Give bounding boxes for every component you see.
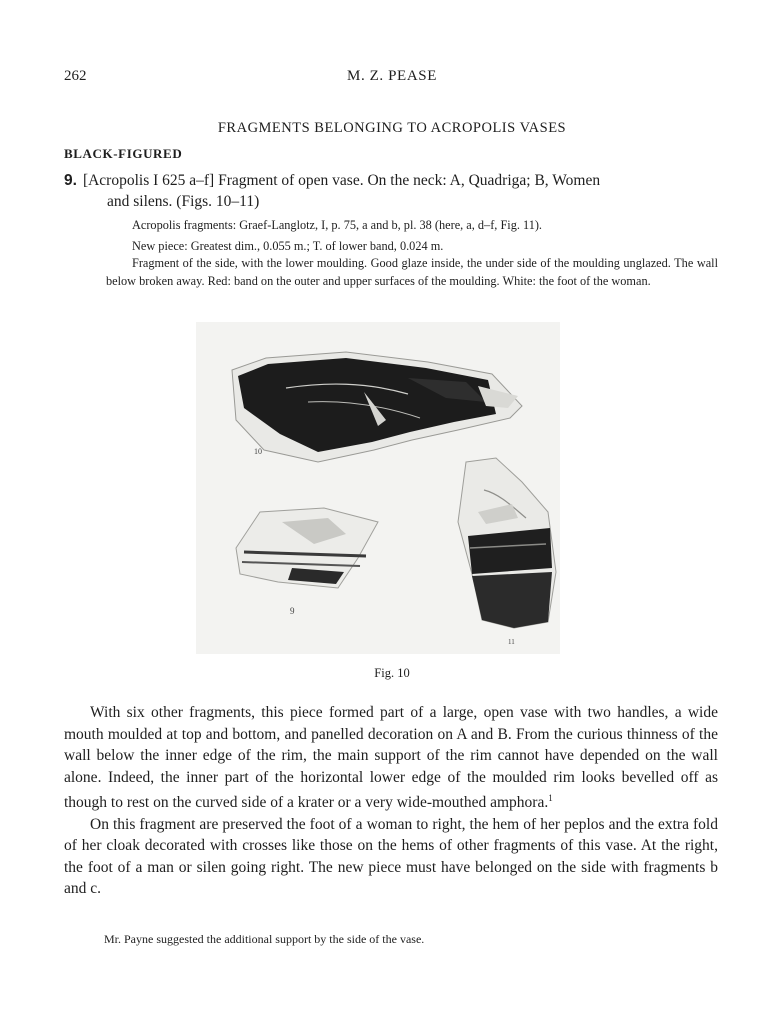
vase-fragments-illustration	[196, 322, 560, 654]
reference-acropolis: Acropolis fragments: Graef-Langlotz, I, p. 75, a and b, pl. 38 (here, a, d–f, Fig. 11).	[132, 218, 543, 232]
figure-label-10: 10	[254, 447, 262, 456]
footnote-marker: 1	[548, 793, 553, 803]
figure-caption: Fig. 10	[374, 666, 410, 680]
reference-new-piece: New piece: Greatest dim., 0.055 m.; T. of lower band, 0.024 m.	[132, 239, 444, 253]
figure-label-11: 11	[508, 638, 515, 646]
fragment-11	[458, 458, 556, 628]
footnote: Mr. Payne suggested the additional support by the side of the vase.	[104, 932, 425, 946]
page-number: 262	[64, 68, 87, 84]
figure-photograph	[196, 322, 560, 654]
fragment-10	[232, 352, 522, 462]
figure-label-9: 9	[290, 606, 295, 616]
paragraph-1	[64, 702, 718, 814]
entry-title-line2: and silens. (Figs. 10–11)	[107, 193, 260, 210]
entry-title-line1: [Acropolis I 625 a–f] Fragment of open vase. On the neck: A, Quadriga; B, Women	[82, 172, 601, 189]
fragment-9	[236, 508, 378, 588]
section-title: FRAGMENTS BELONGING TO ACROPOLIS VASES	[217, 120, 567, 136]
paragraph-1-text: With six other fragments, this piece formed part of a large, open vase with two handles, a wide mouth moulded at top and bottom, and panelled decoration on A and B. From the curious thinness of the wall below the inner edge of the rim, the main support of the rim cannot have depended on the wall alone. Indeed, the inner part of the horizontal lower edge of the moulded rim looks bevelled off as though to rest on the curved side of a krater or a very wide-mouthed amphora.	[64, 704, 718, 812]
catalogue-entry	[64, 170, 724, 212]
paragraph-2: On this fragment are preserved the foot of a woman to right, the hem of her peplos and the extra fold of her cloak decorated with crosses like those on the hems of other fragments of this vase. At the right, the foot of a man or silen going right. The new piece must have belonged on the side with fragments b and c.	[64, 815, 718, 898]
entry-number: 9.	[64, 172, 77, 189]
entry-description: Fragment of the side, with the lower moulding. Good glaze inside, the under side of the moulding unglazed. The wall below broken away. Red: band on the outer and upper surfaces of the moulding. White: the foot of the woman.	[106, 256, 718, 288]
running-head: M. Z. PEASE	[347, 68, 437, 84]
body-text	[64, 702, 718, 900]
subsection-heading: BLACK-FIGURED	[64, 146, 183, 161]
